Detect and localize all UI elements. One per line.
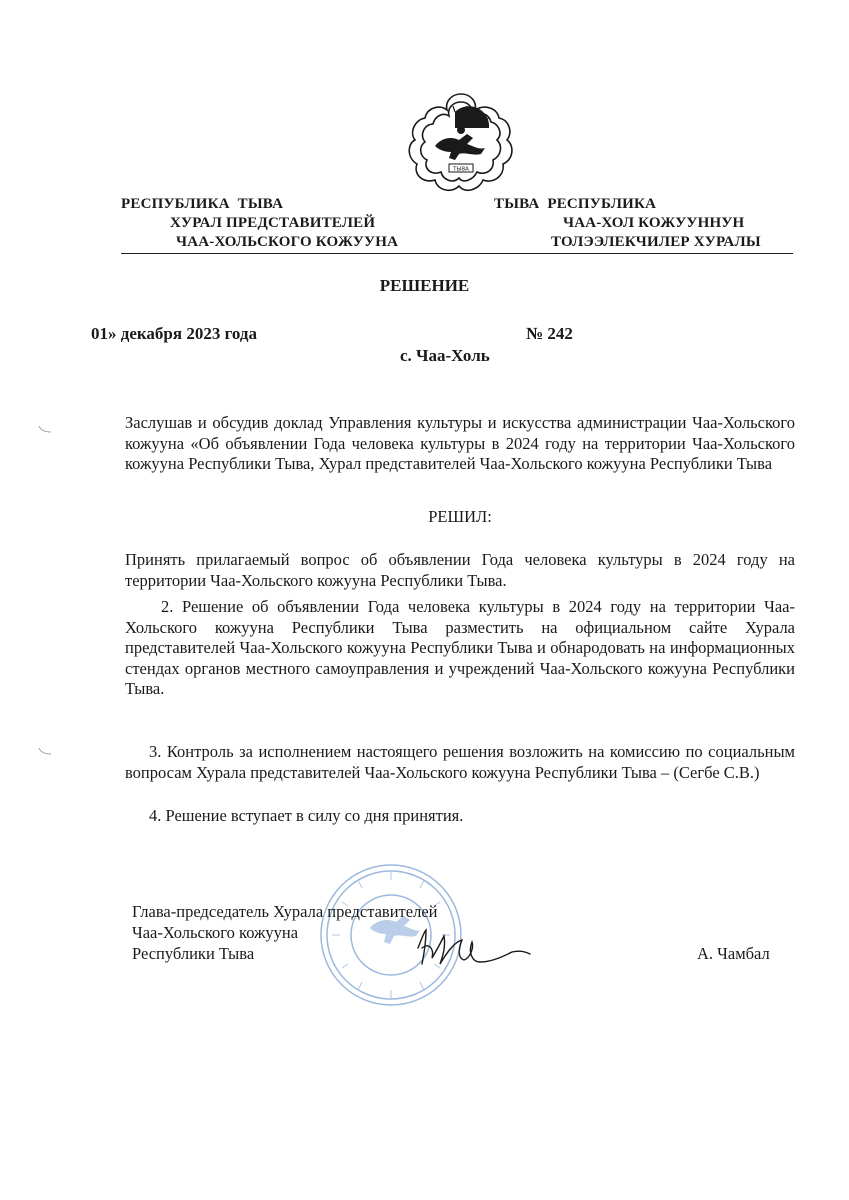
decision-item-3: 3. Контроль за исполнением настоящего решения возложить на комиссию по социальным вопросам Хурала представителей Чаа-Хольского кожууна Республики Тыва – (Сегбе С.В.): [125, 742, 795, 782]
decision-item-4: 4. Решение вступает в силу со дня принятия.: [149, 806, 464, 825]
handwritten-signature: [412, 918, 532, 978]
signature-title-line-2: Чаа-Хольского кожууна: [132, 923, 299, 942]
decision-item-2: 2. Решение об объявлении Года человека культуры в 2024 году на территории Чаа-Хольского кожууна Республики Тыва разместить на официальном сайте Хурала представителей Чаа-Хольского кожууна Республики Тыва и обнародовать на информационных стендах органов местного самоуправления и учреждений Чаа-Хольского кожууна Республики Тыва.: [125, 597, 795, 698]
decision-item-1: Принять прилагаемый вопрос об объявлении Года человека культуры в 2024 году на территории Чаа-Хольского кожууна Республики Тыва.: [125, 550, 795, 590]
header-left-line-1: РЕСПУБЛИКА ТЫВА: [121, 196, 284, 212]
header-right-line-3: ТОЛЭЭЛЕКЧИЛЕР ХУРАЛЫ: [551, 234, 761, 250]
document-number: № 242: [526, 324, 573, 343]
header-right-line-2: ЧАА-ХОЛ КОЖУУННУН: [563, 215, 745, 231]
signer-name: А. Чамбал: [697, 944, 770, 963]
scan-margin-mark: [38, 424, 52, 434]
scan-margin-mark: [38, 746, 52, 756]
header-left-line-2: ХУРАЛ ПРЕДСТАВИТЕЛЕЙ: [170, 215, 376, 231]
signature-title-line-3: Республики Тыва: [132, 944, 255, 963]
decided-heading: РЕШИЛ:: [428, 507, 492, 526]
document-place: с. Чаа-Холь: [400, 346, 490, 365]
header-divider: [121, 253, 793, 254]
header-right-line-1: ТЫВА РЕСПУБЛИКА: [494, 196, 657, 212]
coat-of-arms-emblem: [405, 88, 517, 196]
header-left-line-3: ЧАА-ХОЛЬСКОГО КОЖУУНА: [176, 234, 399, 250]
preamble-paragraph: Заслушав и обсудив доклад Управления культуры и искусства администрации Чаа-Хольского кожууна «Об объявлении Года человека культуры в 2024 году на территории Чаа-Хольского кожууна Республики Тыва, Хурал представителей Чаа-Хольского кожууна Республики Тыва: [125, 413, 795, 473]
signature-title-line-1: Глава-председатель Хурала представителей: [132, 902, 438, 921]
emblem-label: ТЫВА: [453, 166, 469, 173]
document-date: 01» декабря 2023 года: [91, 324, 257, 343]
document-title: РЕШЕНИЕ: [379, 276, 470, 295]
